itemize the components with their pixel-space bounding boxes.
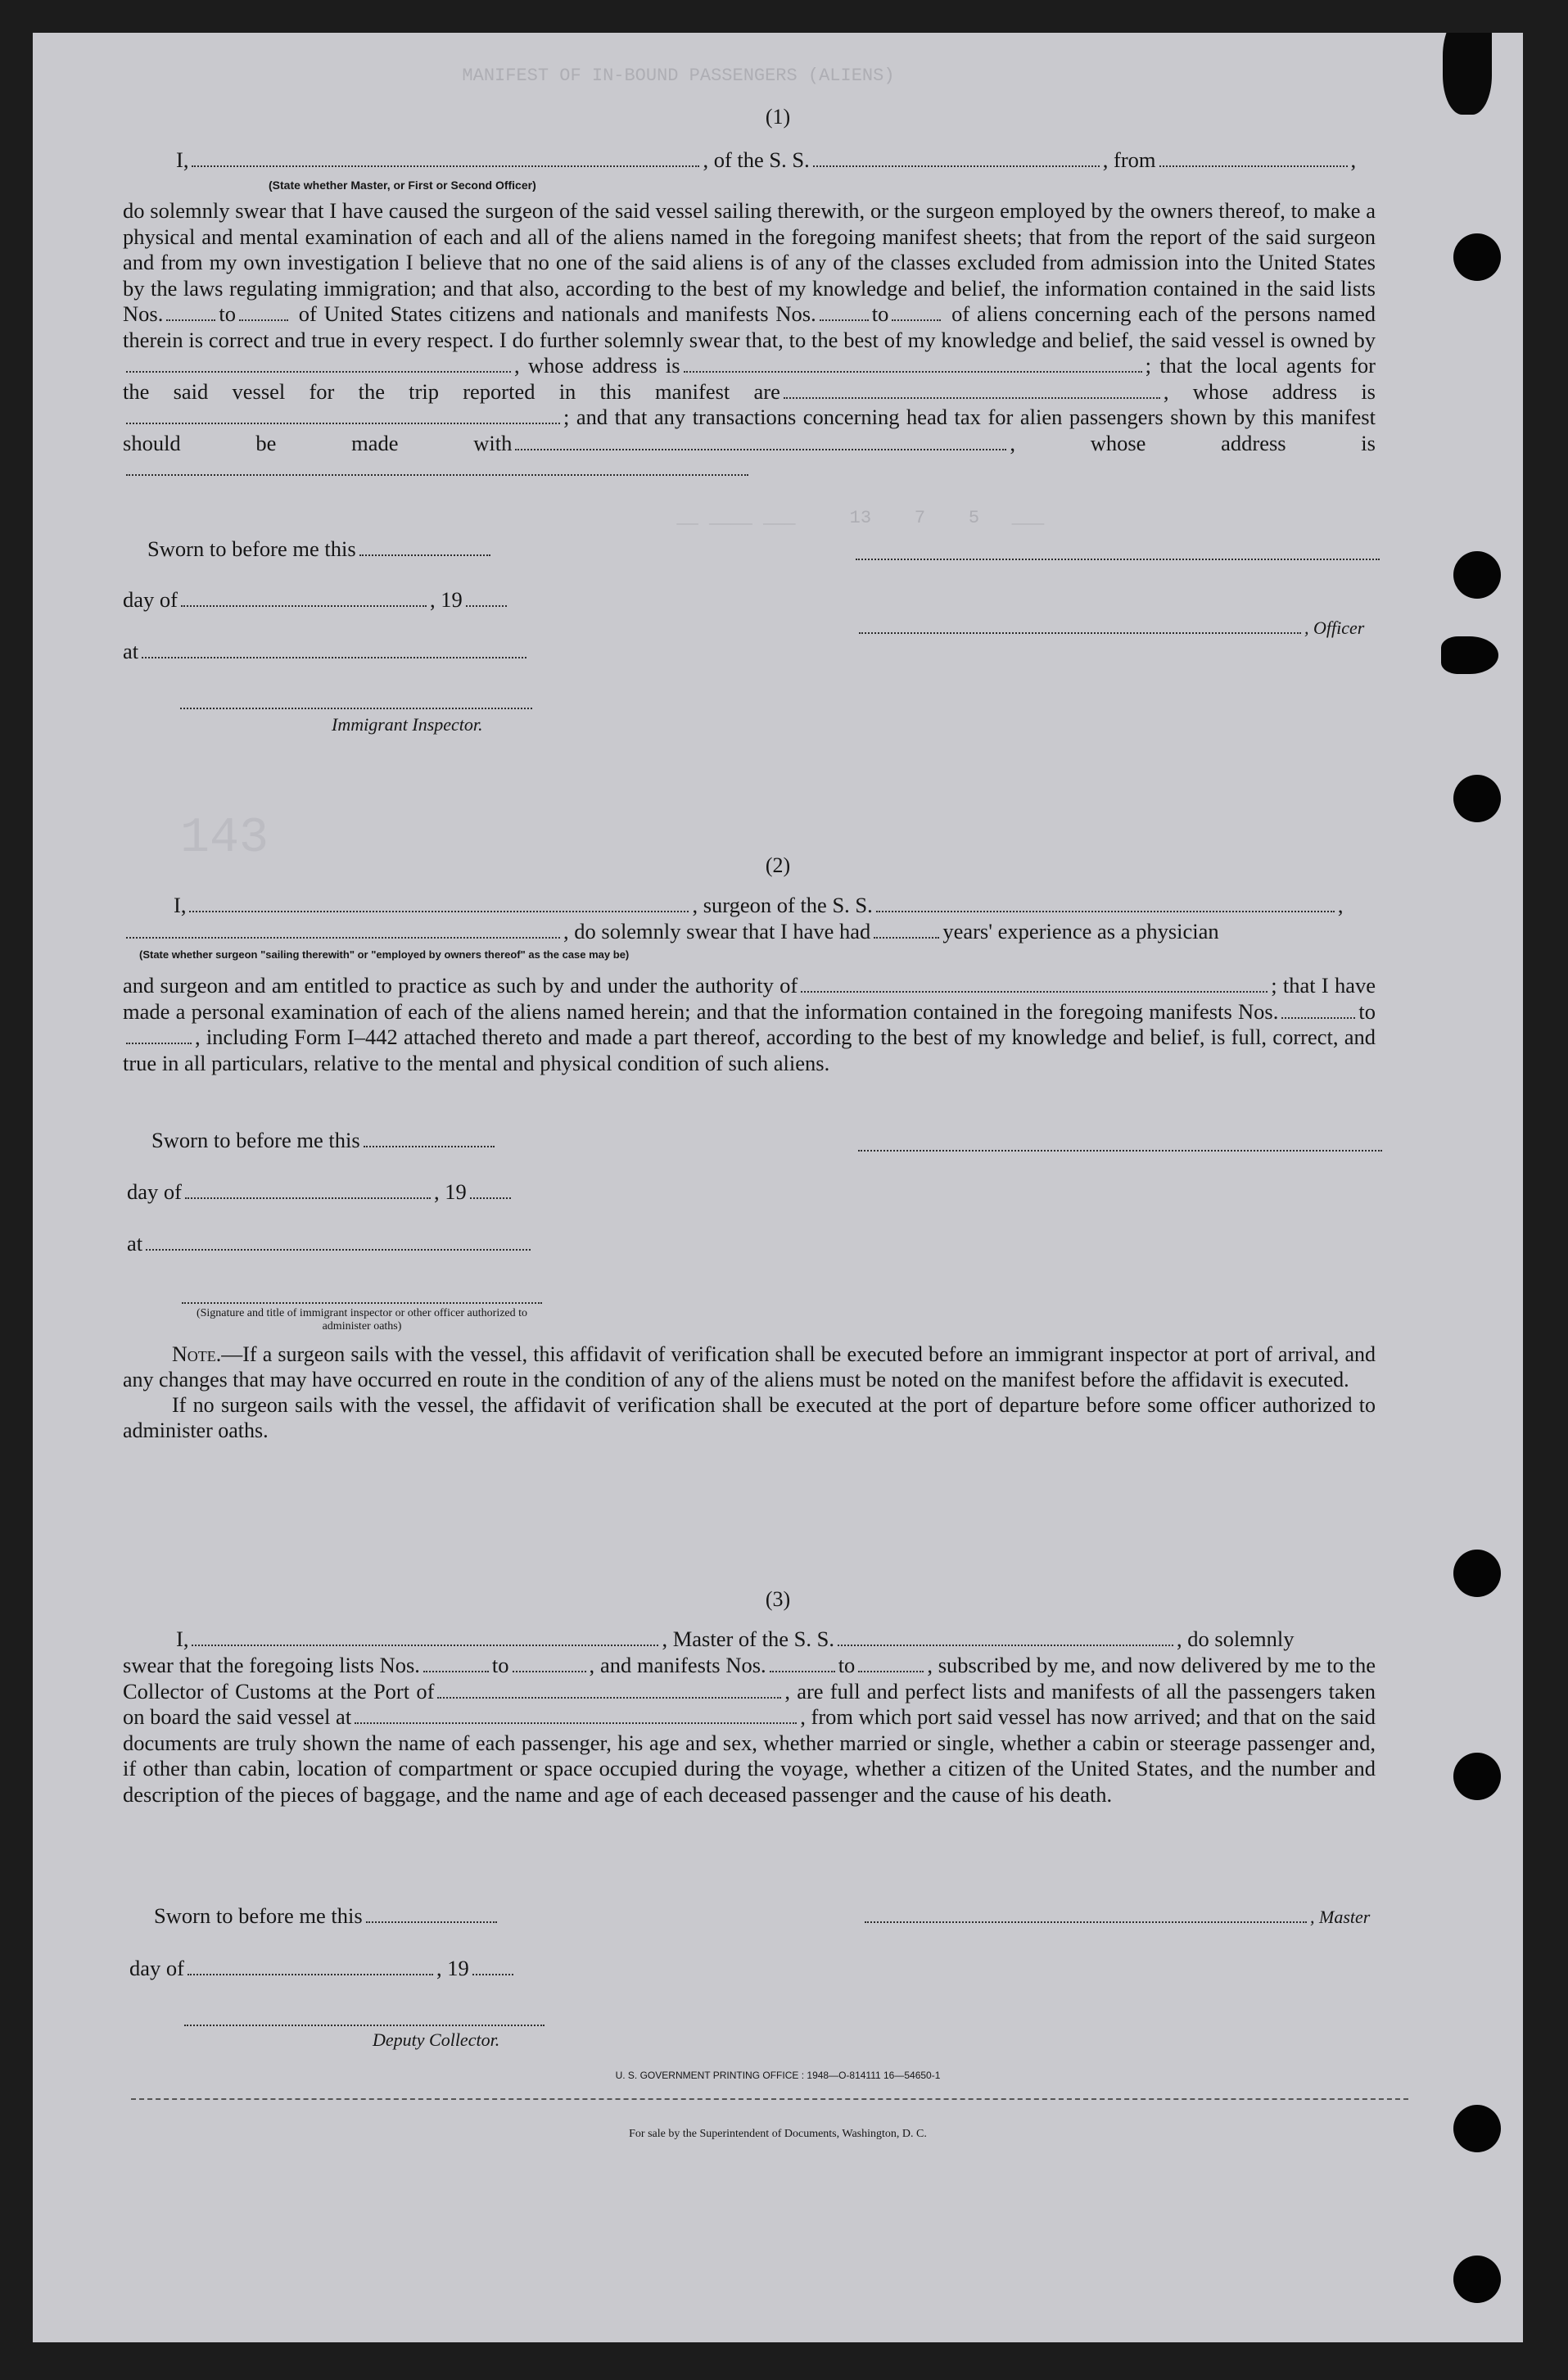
section-1-signature-line — [856, 557, 1380, 560]
section-1-day-line: day of , 19 — [123, 587, 510, 613]
section-1-inspector-line — [180, 706, 532, 709]
section-2-at-line: at — [127, 1231, 534, 1256]
section-1-officer-caption: (State whether Master, or First or Second Officer) — [269, 179, 536, 192]
scan-corner-mark — [1443, 33, 1492, 115]
section-2-experience-line: , do solemnly swear that I have had years' experience as a physician — [123, 919, 1219, 944]
section-2-signature-caption: (Signature and title of immigrant inspector or other officer authorized to administer oaths) — [196, 1307, 528, 1333]
footer-rule — [131, 2098, 1408, 2100]
binder-hole — [1441, 636, 1498, 674]
binder-hole — [1453, 233, 1501, 281]
binder-hole — [1453, 1550, 1501, 1597]
section-2-surgeon-caption: (State whether surgeon "sailing therewith" or "employed by owners thereof" as the case may be) — [139, 948, 630, 961]
section-1-sworn-line: Sworn to before me this — [147, 536, 494, 562]
section-3-day-line: day of , 19 — [129, 1956, 517, 1981]
binder-hole — [1453, 2256, 1501, 2303]
section-2-sworn-line: Sworn to before me this — [151, 1128, 498, 1153]
manifest-back-page — [33, 33, 1523, 2342]
section-1-oath-text: do solemnly swear that I have caused the surgeon of the said vessel sailing therewith, or the surgeon employed by the owners thereof, to make a physical and mental examination of each and all of the aliens named in the foregoing manifest sheets; that from the report of the said surgeon and from my own investigation I believe that no one of the said aliens is of any of the classes excluded from admission into the United States by the laws regulating immigration; and that also, according to the best of my knowledge and belief, the information contained in the said lists Nos. to of United States citizens and nationals and manifests Nos. to of aliens concerning each of the persons named therein is correct and true in every respect. I do further solemnly swear that, to the best of my knowledge and belief, the said vessel is owned by, whose address is ; that the local agents for the said vessel for the trip reported in this manifest are , whose address is; and that any transactions concerning head tax for alien passengers shown by this manifest should be made with , whose address is — [123, 198, 1376, 482]
bleed-through-text: __ ____ ___ 13 7 5 ___ — [655, 508, 1045, 528]
binder-hole — [1453, 551, 1501, 599]
section-2-note: Note.—If a surgeon sails with the vessel, this affidavit of verification shall be executed before an immigrant inspector at port of arrival, and any changes that may have occurred en route in the condition of any of the aliens must be noted on the manifest before the affidavit is executed. If no surgeon sails with the vessel, the affidavit of verification shall be executed at the port of departure before some officer authorized to administer oaths. — [123, 1342, 1376, 1442]
section-3-sworn-line: Sworn to before me this — [154, 1903, 500, 1929]
section-1-officer-line: I, , of the S. S. , from , — [176, 147, 1357, 172]
bleed-through-stamp: 143 — [180, 811, 269, 866]
section-2-number: (2) — [765, 853, 791, 877]
section-2-inspector-line — [182, 1301, 542, 1304]
section-2-day-line: day of , 19 — [127, 1179, 514, 1205]
section-1-number: (1) — [765, 105, 791, 129]
binder-hole — [1453, 2105, 1501, 2152]
gpo-imprint: U. S. GOVERNMENT PRINTING OFFICE : 1948—O-814111 16—54650-1 — [615, 2070, 941, 2081]
binder-hole — [1453, 1753, 1501, 1800]
section-3-number: (3) — [765, 1587, 791, 1611]
sale-notice: For sale by the Superintendent of Documents, Washington, D. C. — [629, 2128, 927, 2140]
section-2-signature-line — [858, 1148, 1382, 1152]
section-3-collector-line — [184, 2023, 545, 2026]
section-1-inspector-label: Immigrant Inspector. — [332, 714, 483, 735]
section-2-surgeon-line: I, , surgeon of the S. S. , — [174, 893, 1344, 917]
section-3-master-signature: , Master — [861, 1903, 1370, 1929]
section-3-oath-text: swear that the foregoing lists Nos. to , and manifests Nos. to , subscribed by me, and now delivered by me to the Collector of Customs at the Port of , are full and perfect lists and manifests of all the passengers taken on board the said vessel at , from which port said vessel has now arrived; and that on the said documents are truly shown the name of each passenger, his age and sex, whether married or single, whether a cabin or steerage passenger and, if other than cabin, location of compartment or space occupied during the voyage, whether a citizen of the United States, and the number and description of the pieces of baggage, and the name and age of each deceased passenger and the cause of his death. — [123, 1653, 1376, 1807]
bleed-through-text: MANIFEST OF IN-BOUND PASSENGERS (ALIENS) — [278, 66, 895, 86]
section-3-master-line: I, , Master of the S. S. , do solemnly — [176, 1627, 1295, 1651]
section-1-at-line: at — [123, 639, 530, 664]
section-1-officer-signature: , Officer — [856, 614, 1364, 640]
binder-hole — [1453, 775, 1501, 822]
section-3-collector-label: Deputy Collector. — [373, 2029, 500, 2050]
section-2-oath-text: and surgeon and am entitled to practice as such by and under the authority of ; that I have made a personal examination of each of the aliens named herein; and that the information contained in the foregoing manifests Nos. to, including Form I–442 attached thereto and made a part thereof, according to the best of my knowledge and belief, is full, correct, and true in all particulars, relative to the mental and physical condition of such aliens. — [123, 973, 1376, 1075]
